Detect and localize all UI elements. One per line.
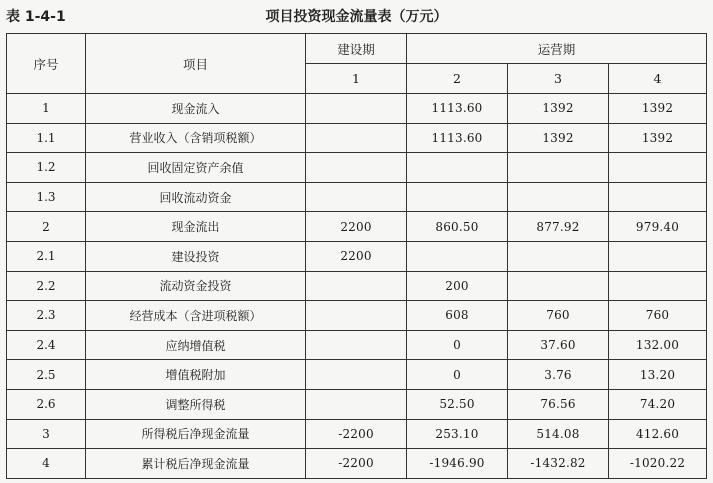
row-value-year-4: 412.60 bbox=[609, 419, 707, 449]
row-value-year-2 bbox=[407, 241, 508, 271]
row-seq: 2.3 bbox=[7, 301, 86, 331]
row-seq: 1 bbox=[7, 94, 86, 124]
row-item: 建设投资 bbox=[86, 241, 306, 271]
row-value-year-2: 200 bbox=[407, 271, 508, 301]
row-value-year-3: 37.60 bbox=[508, 330, 609, 360]
row-item: 现金流入 bbox=[86, 94, 306, 124]
row-value-year-4: 132.00 bbox=[609, 330, 707, 360]
row-value-year-1 bbox=[306, 330, 407, 360]
row-seq: 2.2 bbox=[7, 271, 86, 301]
row-value-year-3: 3.76 bbox=[508, 360, 609, 390]
row-value-year-3 bbox=[508, 241, 609, 271]
row-value-year-1 bbox=[306, 123, 407, 153]
row-value-year-4: -1020.22 bbox=[609, 449, 707, 479]
row-value-year-1 bbox=[306, 153, 407, 183]
row-value-year-1 bbox=[306, 94, 407, 124]
row-value-year-1: -2200 bbox=[306, 419, 407, 449]
row-seq: 2.6 bbox=[7, 389, 86, 419]
table-title: 项目投资现金流量表（万元） bbox=[265, 9, 448, 25]
row-value-year-2: 1113.60 bbox=[407, 123, 508, 153]
row-value-year-3: -1432.82 bbox=[508, 449, 609, 479]
row-value-year-3: 514.08 bbox=[508, 419, 609, 449]
row-value-year-1 bbox=[306, 301, 407, 331]
row-value-year-4: 1392 bbox=[609, 123, 707, 153]
row-seq: 2.4 bbox=[7, 330, 86, 360]
row-value-year-2: 1113.60 bbox=[407, 94, 508, 124]
row-seq: 2.5 bbox=[7, 360, 86, 390]
table-row bbox=[7, 419, 707, 449]
row-item: 调整所得税 bbox=[86, 389, 306, 419]
header-year: 4 bbox=[609, 64, 707, 94]
table-row bbox=[7, 360, 707, 390]
table-row bbox=[7, 389, 707, 419]
row-value-year-4 bbox=[609, 271, 707, 301]
table-row bbox=[7, 241, 707, 271]
table-row bbox=[7, 449, 707, 479]
row-value-year-3 bbox=[508, 153, 609, 183]
header-year: 3 bbox=[508, 64, 609, 94]
row-item: 所得税后净现金流量 bbox=[86, 419, 306, 449]
row-value-year-2: 608 bbox=[407, 301, 508, 331]
row-seq: 2 bbox=[7, 212, 86, 242]
row-value-year-1: -2200 bbox=[306, 449, 407, 479]
row-seq: 1.3 bbox=[7, 182, 86, 212]
table-row bbox=[7, 123, 707, 153]
table-caption bbox=[0, 0, 713, 30]
row-value-year-3: 1392 bbox=[508, 123, 609, 153]
row-value-year-3: 1392 bbox=[508, 94, 609, 124]
row-value-year-2 bbox=[407, 182, 508, 212]
row-item: 营业收入（含销项税额） bbox=[86, 123, 306, 153]
row-item: 回收固定资产余值 bbox=[86, 153, 306, 183]
row-seq: 2.1 bbox=[7, 241, 86, 271]
header-operation-period: 运营期 bbox=[407, 34, 707, 64]
row-value-year-3: 760 bbox=[508, 301, 609, 331]
row-value-year-1 bbox=[306, 271, 407, 301]
row-item: 经营成本（含进项税额） bbox=[86, 301, 306, 331]
table-row bbox=[7, 212, 707, 242]
row-value-year-4 bbox=[609, 153, 707, 183]
row-value-year-2: 253.10 bbox=[407, 419, 508, 449]
row-value-year-3 bbox=[508, 271, 609, 301]
row-value-year-2: 0 bbox=[407, 360, 508, 390]
row-item: 增值税附加 bbox=[86, 360, 306, 390]
row-value-year-2: 860.50 bbox=[407, 212, 508, 242]
row-value-year-3: 76.56 bbox=[508, 389, 609, 419]
row-item: 累计税后净现金流量 bbox=[86, 449, 306, 479]
row-value-year-4 bbox=[609, 241, 707, 271]
row-value-year-1 bbox=[306, 389, 407, 419]
cash-flow-table bbox=[6, 33, 707, 479]
row-value-year-2: 0 bbox=[407, 330, 508, 360]
table-row bbox=[7, 94, 707, 124]
row-value-year-3 bbox=[508, 182, 609, 212]
row-value-year-4 bbox=[609, 182, 707, 212]
row-seq: 1.2 bbox=[7, 153, 86, 183]
table-row bbox=[7, 271, 707, 301]
row-value-year-4: 13.20 bbox=[609, 360, 707, 390]
table-row bbox=[7, 182, 707, 212]
table-row bbox=[7, 153, 707, 183]
row-seq: 3 bbox=[7, 419, 86, 449]
row-value-year-2: -1946.90 bbox=[407, 449, 508, 479]
row-value-year-4: 760 bbox=[609, 301, 707, 331]
row-item: 流动资金投资 bbox=[86, 271, 306, 301]
row-value-year-4: 74.20 bbox=[609, 389, 707, 419]
row-value-year-4: 979.40 bbox=[609, 212, 707, 242]
row-value-year-1 bbox=[306, 182, 407, 212]
row-value-year-1: 2200 bbox=[306, 212, 407, 242]
row-value-year-2: 52.50 bbox=[407, 389, 508, 419]
row-value-year-4: 1392 bbox=[609, 94, 707, 124]
row-item: 应纳增值税 bbox=[86, 330, 306, 360]
header-year: 2 bbox=[407, 64, 508, 94]
row-value-year-2 bbox=[407, 153, 508, 183]
row-value-year-1: 2200 bbox=[306, 241, 407, 271]
row-value-year-1 bbox=[306, 360, 407, 390]
row-seq: 4 bbox=[7, 449, 86, 479]
header-seq: 序号 bbox=[7, 34, 86, 94]
table-row bbox=[7, 330, 707, 360]
table-row bbox=[7, 301, 707, 331]
table-number: 表 1-4-1 bbox=[6, 9, 66, 25]
header-item: 项目 bbox=[86, 34, 306, 94]
header-construction-period: 建设期 bbox=[306, 34, 407, 64]
header-year: 1 bbox=[306, 64, 407, 94]
row-item: 回收流动资金 bbox=[86, 182, 306, 212]
row-value-year-3: 877.92 bbox=[508, 212, 609, 242]
row-seq: 1.1 bbox=[7, 123, 86, 153]
row-item: 现金流出 bbox=[86, 212, 306, 242]
